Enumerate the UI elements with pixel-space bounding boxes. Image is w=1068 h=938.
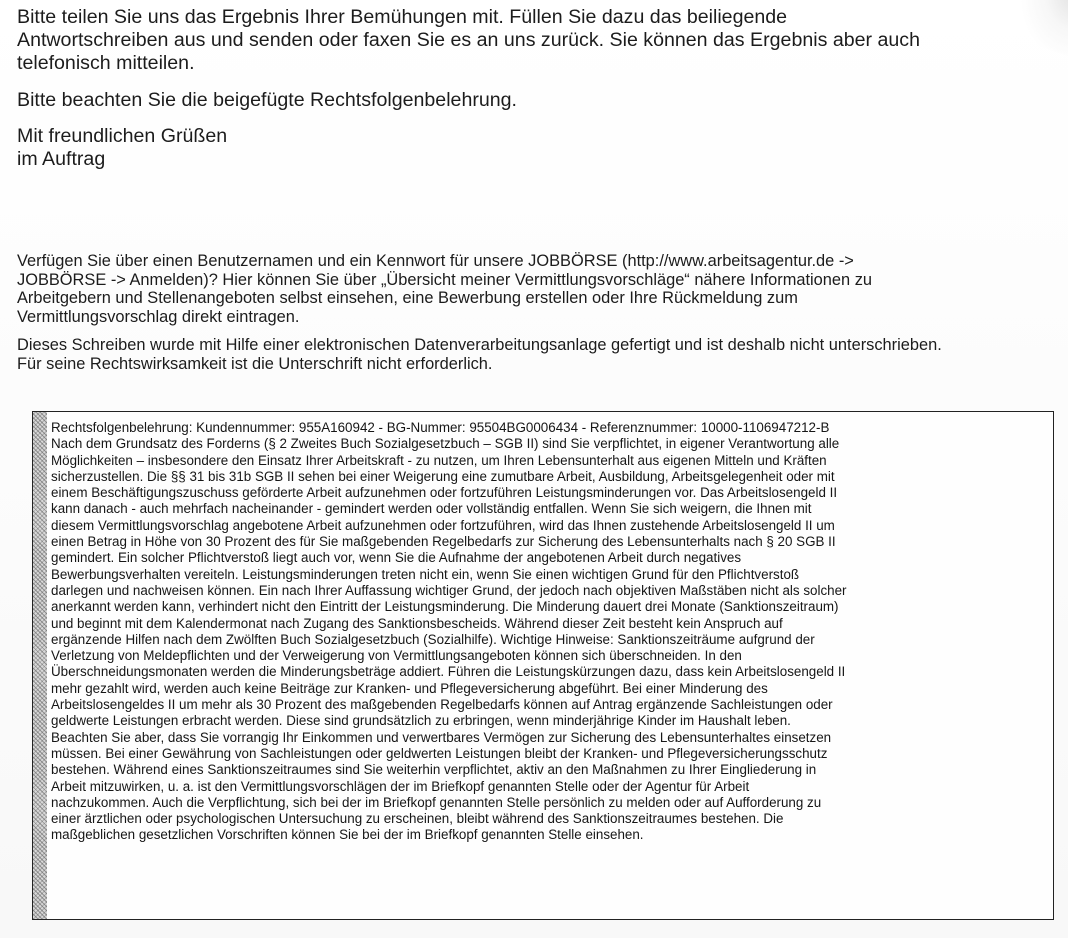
- legal-line: Beachten Sie aber, dass Sie vorrangig Ihr Einkommen und verwertbares Vermögen zur Sicherung des Lebensunterhaltes einsetzen: [51, 729, 832, 745]
- notes-section: [17, 252, 1068, 373]
- text-line: JOBBÖRSE -> Anmelden)? Hier können Sie über „Übersicht meiner Vermittlungsvorschläge“ nähere Informationen zu: [17, 270, 873, 289]
- legal-line: geldwerte Leistungen erbracht werden. Diese sind grundsätzlich zu erbringen, wenn minderjährige Kinder im Haushalt leben.: [51, 713, 791, 729]
- text-line: Für seine Rechtswirksamkeit ist die Unterschrift nicht erforderlich.: [17, 354, 493, 373]
- text-line: Arbeitgebern und Stellenangeboten selbst einsehen, eine Bewerbung erstellen oder Ihre Rückmeldung zum: [17, 289, 798, 307]
- paragraph-legal-hint: [17, 89, 1068, 112]
- paragraph-jobboerse: [17, 252, 1068, 326]
- legal-line: bestehen. Während eines Sanktionszeitraumes sind Sie weiterhin verpflichtet, aktiv an den Maßnahmen zu Ihrer Eingliederung in: [51, 762, 817, 778]
- legal-line: maßgeblichen gesetzlichen Vorschriften können Sie bei der im Briefkopf genannten Stelle einsehen.: [51, 827, 644, 843]
- legal-line: und beginnt mit dem Kalendermonat nach Zugang des Sanktionsbescheids. Während dieser Zeit besteht kein Anspruch auf: [51, 615, 783, 631]
- legal-line: diesem Vermittlungsvorschlag angebotene Arbeit aufzunehmen oder fortzuführen, wird das Ihnen zustehende Arbeitslosengeld II um: [51, 517, 835, 533]
- legal-line: mehr gezahlt wird, werden auch keine Beiträge zur Kranken- und Pflegeversicherung abgeführt. Bei einer Minderung des: [51, 680, 768, 696]
- legal-line: kann danach - auch mehrfach nacheinander - gemindert werden oder vollständig entfallen. Wenn Sie sich weigern, die Ihnen mit: [51, 501, 812, 517]
- text-line: Bitte beachten Sie die beigefügte Rechtsfolgenbelehrung.: [17, 89, 518, 111]
- legal-line: einer ärztlichen oder psychologischen Untersuchung zu erscheinen, bleibt während des Sanktionszeitraumes bestehen. Die: [51, 811, 784, 827]
- legal-line: einem Beschäftigungszuschuss geförderte Arbeit aufzunehmen oder fortzuführen Leistungsminderungen vor. Das Arbeitslosengeld II: [51, 485, 838, 501]
- text-line: telefonisch mitteilen.: [17, 52, 195, 74]
- legal-notice-box: [32, 411, 1054, 920]
- letter-body: [17, 6, 1068, 171]
- legal-line: Bewerbungsverhalten vereiteln. Leistungsminderungen treten nicht ein, wenn Sie einen wichtigen Grund für den Pflichtverstoß: [51, 566, 800, 582]
- text-line: Antwortschreiben aus und senden oder faxen Sie es an uns zurück. Sie können das Ergebnis aber auch: [17, 29, 920, 51]
- legal-line: Möglichkeiten – insbesondere den Einsatz Ihrer Arbeitskraft - zu nutzen, um Ihren Lebensunterhalt aus eigenen Mitteln und Kräften: [51, 452, 827, 468]
- legal-line: darlegen und nachweisen können. Ein nach Ihrer Auffassung wichtiger Grund, der jedoch nach objektiven Maßstäben nicht als solcher: [51, 582, 847, 598]
- legal-notice-text: [51, 420, 1051, 844]
- legal-line: sicherzustellen. Die §§ 31 bis 31b SGB II sehen bei einer Weigerung eine zumutbare Arbeit, Ausbildung, Arbeitsgelegenheit oder mit: [51, 468, 835, 484]
- legal-line: nachzukommen. Auch die Verpflichtung, sich bei der im Briefkopf genannten Stelle persönlich zu melden oder auf Aufforderung zu: [51, 794, 822, 810]
- paragraph-signature-note: [17, 336, 1068, 373]
- text-line: Dieses Schreiben wurde mit Hilfe einer elektronischen Datenverarbeitungsanlage gefertigt und ist deshalb nicht unterschrieben.: [17, 336, 942, 354]
- legal-line: Arbeitslosengeldes II um mehr als 30 Prozent des maßgebenden Regelbedarfs können auf Antrag ergänzende Sachleistungen oder: [51, 697, 833, 713]
- legal-line: müssen. Bei einer Gewährung von Sachleistungen oder geldwerten Leistungen bleibt der Kranken- und Pflegeversicherungsschutz: [51, 745, 828, 761]
- closing-greeting: [17, 125, 1068, 171]
- legal-line: gemindert. Ein solcher Pflichtverstoß liegt auch vor, wenn Sie die Aufnahme der angebotenen Arbeit durch negatives: [51, 550, 742, 566]
- text-line: Vermittlungsvorschlag direkt eintragen.: [17, 307, 300, 326]
- legal-line: Nach dem Grundsatz des Forderns (§ 2 Zweites Buch Sozialgesetzbuch – SGB II) sind Sie verpflichtet, in eigener Verantwortung alle: [51, 436, 840, 452]
- legal-line: Überschneidungsmonaten werden die Minderungsbeträge addiert. Führen die Leistungskürzungen dazu, dass kein Arbeitslosengeld II: [51, 664, 846, 680]
- hatched-margin-stripe: [33, 412, 47, 919]
- legal-line: anerkannt werden kann, verhindert nicht den Eintritt der Leistungsminderung. Die Minderung dauert drei Monate (Sanktionszeitraum): [51, 599, 839, 615]
- legal-line: ergänzende Hilfen nach dem Zwölften Buch Sozialgesetzbuch (Sozialhilfe). Wichtige Hinweise: Sanktionszeiträume aufgrund der: [51, 631, 815, 647]
- legal-line: Rechtsfolgenbelehrung: Kundennummer: 955A160942 - BG-Nummer: 95504BG0006434 - Referenznummer: 10000-1106947212-B: [51, 420, 830, 435]
- legal-line: Verletzung von Meldepflichten und der Verweigerung von Vermittlungsangeboten können sich überschneiden. In den: [51, 648, 742, 664]
- legal-line: Arbeit mitzuwirken, u. a. ist den Vermittlungsvorschlägen der im Briefkopf genannten Stelle oder der Agentur für Arbeit: [51, 778, 750, 794]
- text-line: Verfügen Sie über einen Benutzernamen und ein Kennwort für unsere JOBBÖRSE (http://www.arbeitsagentur.de ->: [17, 252, 854, 270]
- text-line: im Auftrag: [17, 148, 106, 170]
- text-line: Mit freundlichen Grüßen: [17, 125, 228, 147]
- text-line: Bitte teilen Sie uns das Ergebnis Ihrer Bemühungen mit. Füllen Sie dazu das beiliegende: [17, 6, 788, 28]
- legal-line: einen Betrag in Höhe von 30 Prozent des für Sie maßgebenden Regelbedarfs zur Sicherung des Lebensunterhalts nach § 20 SGB II: [51, 534, 836, 550]
- paragraph-result-request: [17, 6, 1068, 75]
